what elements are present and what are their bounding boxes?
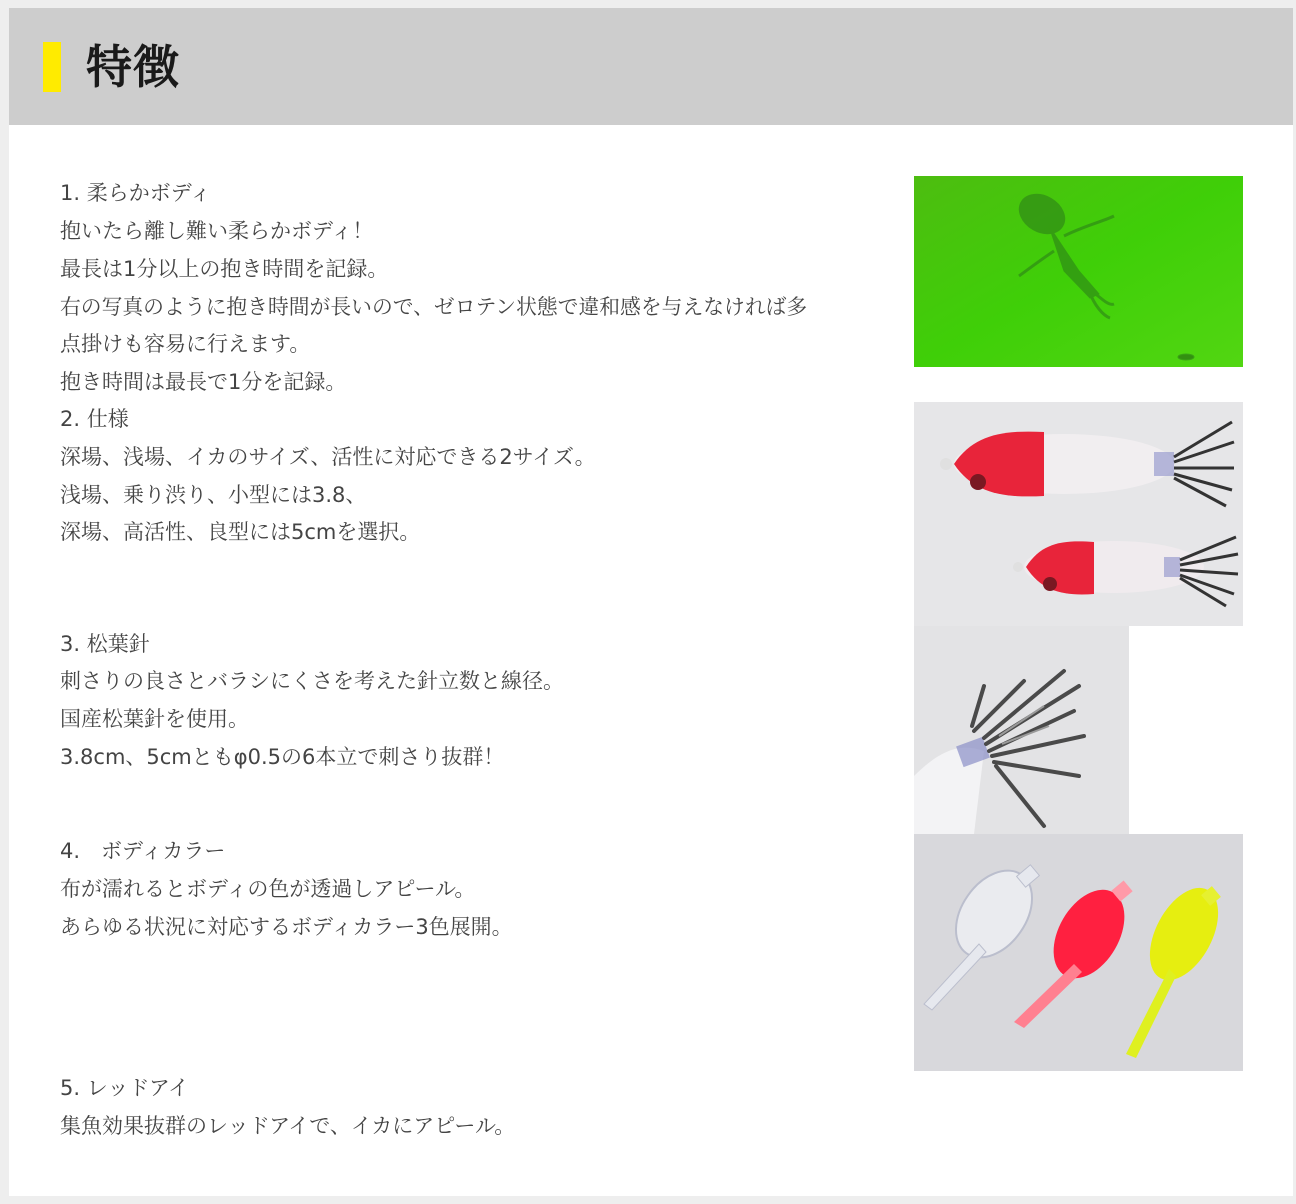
feature-2-line: 浅場、乗り渋り、小型には3.8、	[60, 483, 367, 507]
feature-3-line: 国産松葉針を使用。	[60, 707, 249, 731]
features-card	[9, 8, 1293, 1196]
hook-photo	[914, 626, 1129, 834]
feature-5-line: 集魚効果抜群のレッドアイで、イカにアピール。	[60, 1114, 516, 1138]
feature-4-line: あらゆる状況に対応するボディカラー3色展開。	[60, 915, 513, 939]
feature-3-line: 3.8cm、5cmともφ0.5の6本立で刺さり抜群！	[60, 745, 505, 769]
section-title: 特徴	[86, 40, 180, 94]
feature-1-line: 抱き時間は最長で1分を記録。	[60, 370, 347, 394]
feature-1-line: 抱いたら離し難い柔らかボディ！	[60, 219, 374, 243]
feature-4-line: 布が濡れるとボディの色が透過しアピール。	[60, 877, 476, 901]
feature-5-heading: 5. レッドアイ	[60, 1076, 189, 1100]
feature-2-line: 深場、浅場、イカのサイズ、活性に対応できる2サイズ。	[60, 445, 596, 469]
squid-photo	[914, 176, 1243, 367]
accent-bar	[43, 42, 61, 92]
feature-1-line: 最長は1分以上の抱き時間を記録。	[60, 257, 389, 281]
body-colors-photo	[914, 834, 1243, 1071]
feature-1-line: 右の写真のように抱き時間が長いので、ゼロテン状態で違和感を与えなければ多	[60, 295, 808, 319]
section-header	[9, 8, 1293, 125]
jig-sizes-photo	[914, 402, 1243, 626]
feature-3-line: 刺さりの良さとバラシにくさを考えた針立数と線径。	[60, 669, 564, 693]
feature-1-heading: 1. 柔らかボディ	[60, 181, 212, 205]
feature-2-line: 深場、高活性、良型には5cmを選択。	[60, 520, 421, 544]
feature-3-heading: 3. 松葉針	[60, 632, 150, 656]
feature-4-heading: 4. ボディカラー	[60, 839, 226, 863]
feature-1-line: 点掛けも容易に行えます。	[60, 332, 311, 356]
feature-2-heading: 2. 仕様	[60, 407, 129, 431]
